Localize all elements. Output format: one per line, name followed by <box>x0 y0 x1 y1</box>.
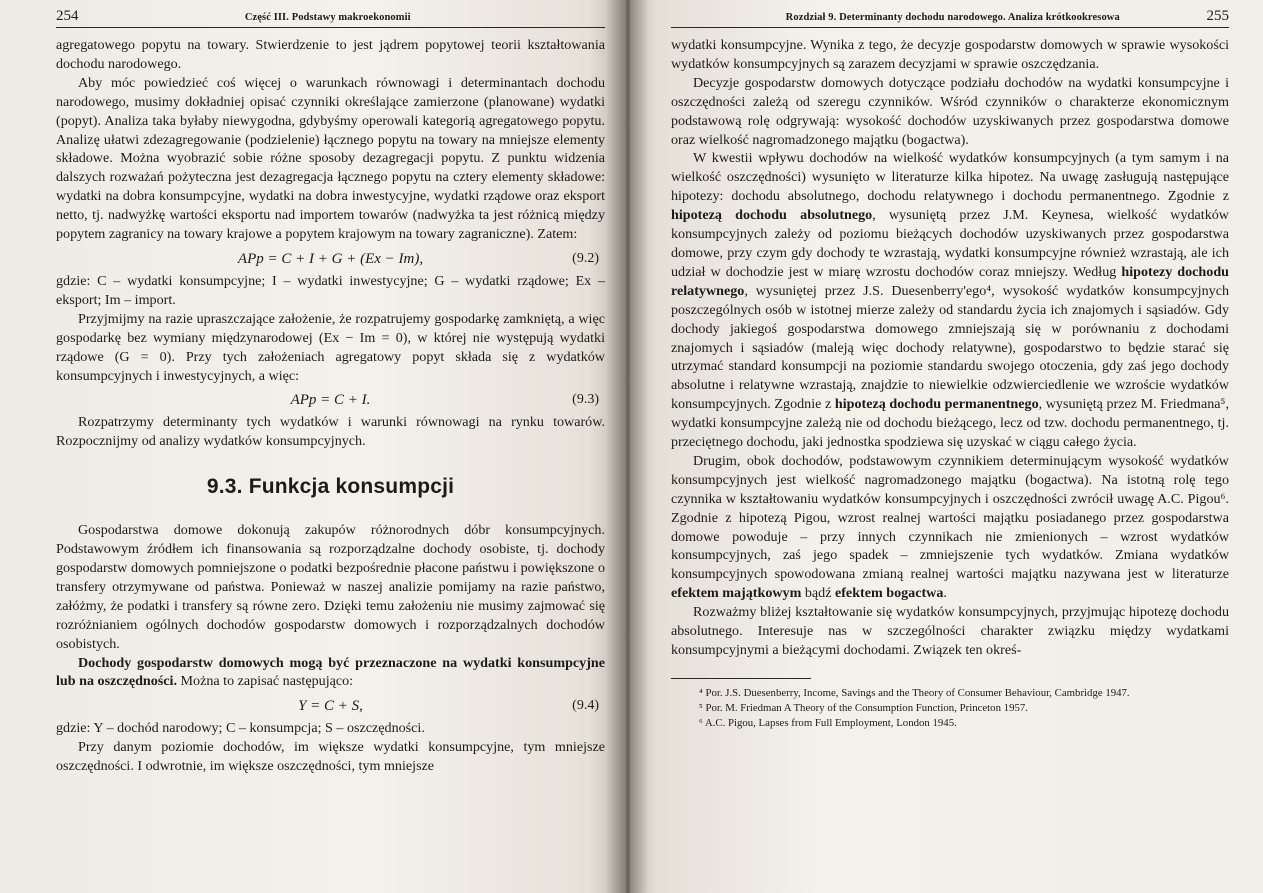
paragraph-text: , wysuniętą przez M. Friedmana⁵, wydatki konsumpcyjne zależą nie od dochodu bieżącego, lecz od tzw. dochodu permanentnego, tj. przeciętnego dochodu, jaki jednostka spodziewa się uzyskać w ciągu całego życia. <box>671 396 1229 451</box>
footnote: ⁵ Por. M. Friedman A Theory of the Consumption Function, Princeton 1957. <box>699 701 1028 714</box>
term-wealth-effect: efektem majątkowym <box>671 585 802 602</box>
paragraph <box>56 654 605 692</box>
left-running-title: Część III. Podstawy makroekonomii <box>244 12 411 23</box>
equation-number: (9.4) <box>572 698 599 714</box>
equation <box>56 389 605 411</box>
paragraph-text: Można to zapisać następująco: <box>176 673 354 690</box>
paragraph: Rozważmy bliżej kształtowanie się wydatków konsumpcyjnych, przyjmując hipotezę dochodu absolutnego. Interesuje nas w szczególności charakter związku między wydatkami konsumpcyjnymi a bieżącymi dochodami. Związek ten okreś- <box>671 604 1229 658</box>
left-running-head <box>56 8 605 28</box>
paragraph: Przy danym poziomie dochodów, im większe wydatki konsumpcyjne, tym mniejsze oszczędności. I odwrotnie, im większe oszczędności, tym mniejsze <box>56 739 605 775</box>
left-page-number: 254 <box>56 8 79 24</box>
paragraph-text: , wysuniętej przez J.S. Duesenberry'ego⁴, wysokość wydatków konsumpcyjnych poszczególnych osób w istotnej mierze zależy od standardu życia ich znajomych i sąsiadów. Gdy dochody jakiegoś gospodarstwa domowego zmniejszają się w porównaniu z dochodami znajomych i sąsiadów (maleją więc dochody relatywne), gospodarstwo to będzie starać się utrzymać standard konsumpcji na poziomie standardu swojego otoczenia, gdy zaś jego dochody absolutne i relatywne wzrastają, znajdzie to niewielkie odzwierciedlenie we wzroście wydatków konsumpcyjnych. Zgodnie z <box>671 282 1229 413</box>
equation-legend: gdzie: Y – dochód narodowy; C – konsumpcja; S – oszczędności. <box>56 720 425 737</box>
paragraph: Przyjmijmy na razie upraszczające założenie, że rozpatrujemy gospodarkę zamkniętą, a więc gospodarkę bez wymiany międzynarodowej (Ex − Im = 0), w której nie występują wydatki rządowe (G = 0). Przy tych założeniach agregatowy popyt składa się z wydatków konsumpcyjnych i inwestycyjnych, a więc: <box>56 310 605 384</box>
paragraph: Decyzje gospodarstw domowych dotyczące podziału dochodów na wydatki konsumpcyjne i oszczędności zależą od szeregu czynników. Wśród czynników o charakterze ekonomicznym podstawową rolę odgrywają: wysokość dochodów uzyskiwanych przez gospodarstwa domowe oraz wielkość nagromadzonego majątku (bogactwa). <box>671 74 1229 148</box>
paragraph-text: , wysuniętą przez J.M. Keynesa, wielkość wydatków konsumpcyjnych zależy od poziomu bieżących dochodów uzyskiwanych przez gospodarstwa domowe, przy czym gdy dochody te wzrastają, wydatki konsumpcyjne również wzrastają, ale ich udział w dochodzie jest w miarę wzrostu dochodów coraz mniejszy. Według <box>671 207 1229 280</box>
paragraph: Gospodarstwa domowe dokonują zakupów różnorodnych dóbr konsumpcyjnych. Podstawowym źródłem ich finansowania są rozporządzalne dochody osobiste, tj. dochody gospodarstw domowych pomniejszone o podatki bezpośrednie płacone państwu i powiększone o transfery otrzymywane od państwa. Ponieważ w naszej analizie pomijamy na razie państwo, załóżmy, że podatki i transfery są równe zero. Dzięki temu założeniu nie musimy zajmować się rozróżnianiem ogólnych dochodów gospodarstw domowych i rozporządzalnych dochodów osobistych. <box>56 522 605 652</box>
paragraph-text: bądź <box>801 585 835 602</box>
paragraph: agregatowego popytu na towary. Stwierdzenie to jest jądrem popytowej teorii kształtowania dochodu narodowego. <box>56 37 605 72</box>
term-absolute-income: hipotezą dochodu absolutnego <box>671 207 873 224</box>
right-page <box>625 0 1263 893</box>
equation-body: APp = C + I. <box>290 392 371 409</box>
equation-body: Y = C + S, <box>298 698 363 715</box>
right-running-title: Rozdział 9. Determinanty dochodu narodowego. Analiza krótkookresowa <box>785 12 1120 23</box>
left-page <box>0 0 625 893</box>
footnote: ⁶ A.C. Pigou, Lapses from Full Employment, London 1945. <box>699 716 957 729</box>
equation-number: (9.2) <box>572 250 599 266</box>
footnote: ⁴ Por. J.S. Duesenberry, Income, Savings and the Theory of Consumer Behaviour, Cambridge 1947. <box>699 686 1130 699</box>
paragraph-text: . <box>943 585 947 602</box>
bold-statement: Dochody gospodarstw domowych mogą być przeznaczone na wydatki konsumpcyjne lub na oszczędności. <box>56 654 605 690</box>
right-page-number: 255 <box>1206 8 1229 24</box>
paragraph: Aby móc powiedzieć coś więcej o warunkach równowagi i determinantach dochodu narodowego, musimy dokładniej opisać czynniki określające zamierzone (planowane) wydatki (popyt). Analiza taka byłaby niewygodna, gdybyśmy operowali kategorią agregatowego popytu. Analizę ułatwi zdezagregowanie (podzielenie) łącznego popytu na towary na mniejsze elementy składowe. Można wyobrazić sobie różne sposoby dezagregacji popytu. Z punktu widzenia dalszych rozważań pożyteczna jest dezagregacja łącznego popytu na cztery elementy składowe: wydatki na dobra konsumpcyjne, wydatki na dobra inwestycyjne, wydatki rządowe oraz eksport netto, tj. nadwyżkę wartości eksportu nad importem towarów (nadwyżka ta jest różnicą między popytem zagranicy na towary krajowe a popytem krajowym na towary zagraniczne). Zatem: <box>56 74 605 243</box>
term-permanent-income: hipotezą dochodu permanentnego <box>834 396 1039 413</box>
paragraph: wydatki konsumpcyjne. Wynika z tego, że decyzje gospodarstw domowych w sprawie wysokości wydatków konsumpcyjnych są zarazem decyzjami w sprawie oszczędzania. <box>671 37 1229 72</box>
footnotes <box>671 678 1229 731</box>
right-running-head <box>671 8 1229 28</box>
paragraph: Rozpatrzymy determinanty tych wydatków i warunki równowagi na rynku towarów. Rozpocznijmy od analizy wydatków konsumpcyjnych. <box>56 414 605 450</box>
equation <box>56 695 605 717</box>
equation-number: (9.3) <box>572 392 599 408</box>
term-wealth-effect-alt: efektem bogactwa <box>834 585 944 602</box>
equation-legend: gdzie: C – wydatki konsumpcyjne; I – wydatki inwestycyjne; G – wydatki rządowe; Ex – eksport; Im – import. <box>56 272 605 308</box>
paragraph-text: W kwestii wpływu dochodów na wielkość wydatków konsumpcyjnych (a tym samym i na wielkość oszczędności) wysunięto w literaturze kilka hipotez. Na uwagę zasługują następujące hipotezy: dochodu absolutnego, dochodu relatywnego i dochodu permanentnego. Zgodnie z <box>671 150 1229 205</box>
paragraph-text: Drugim, obok dochodów, podstawowym czynnikiem determinującym wysokość wydatków konsumpcyjnych jest wielkość nagromadzonego majątku (bogactwa). Na istotną rolę tego czynnika w kształtowaniu wydatków konsumpcyjnych i oszczędności zwrócił uwagę A.C. Pigou⁶. Zgodnie z hipotezą Pigou, wzrost realnej wartości majątku posiadanego przez gospodarstwa domowe powoduje – przy innych czynnikach nie zmienionych – wzrost wydatków konsumpcyjnych, zaś jego spadek – zmniejszenie tych wydatków. Zmiana wydatków konsumpcyjnych spowodowana zmianą realnej wartości majątku nazywana jest w literaturze <box>671 452 1229 583</box>
paragraph <box>671 149 1229 452</box>
equation <box>56 248 605 270</box>
term-relative-income: hipotezy dochodu relatywnego <box>671 263 1229 299</box>
section-heading: 9.3. Funkcja konsumpcji <box>206 475 455 499</box>
equation-body: APp = C + I + G + (Ex − Im), <box>237 250 424 267</box>
paragraph <box>671 452 1229 603</box>
